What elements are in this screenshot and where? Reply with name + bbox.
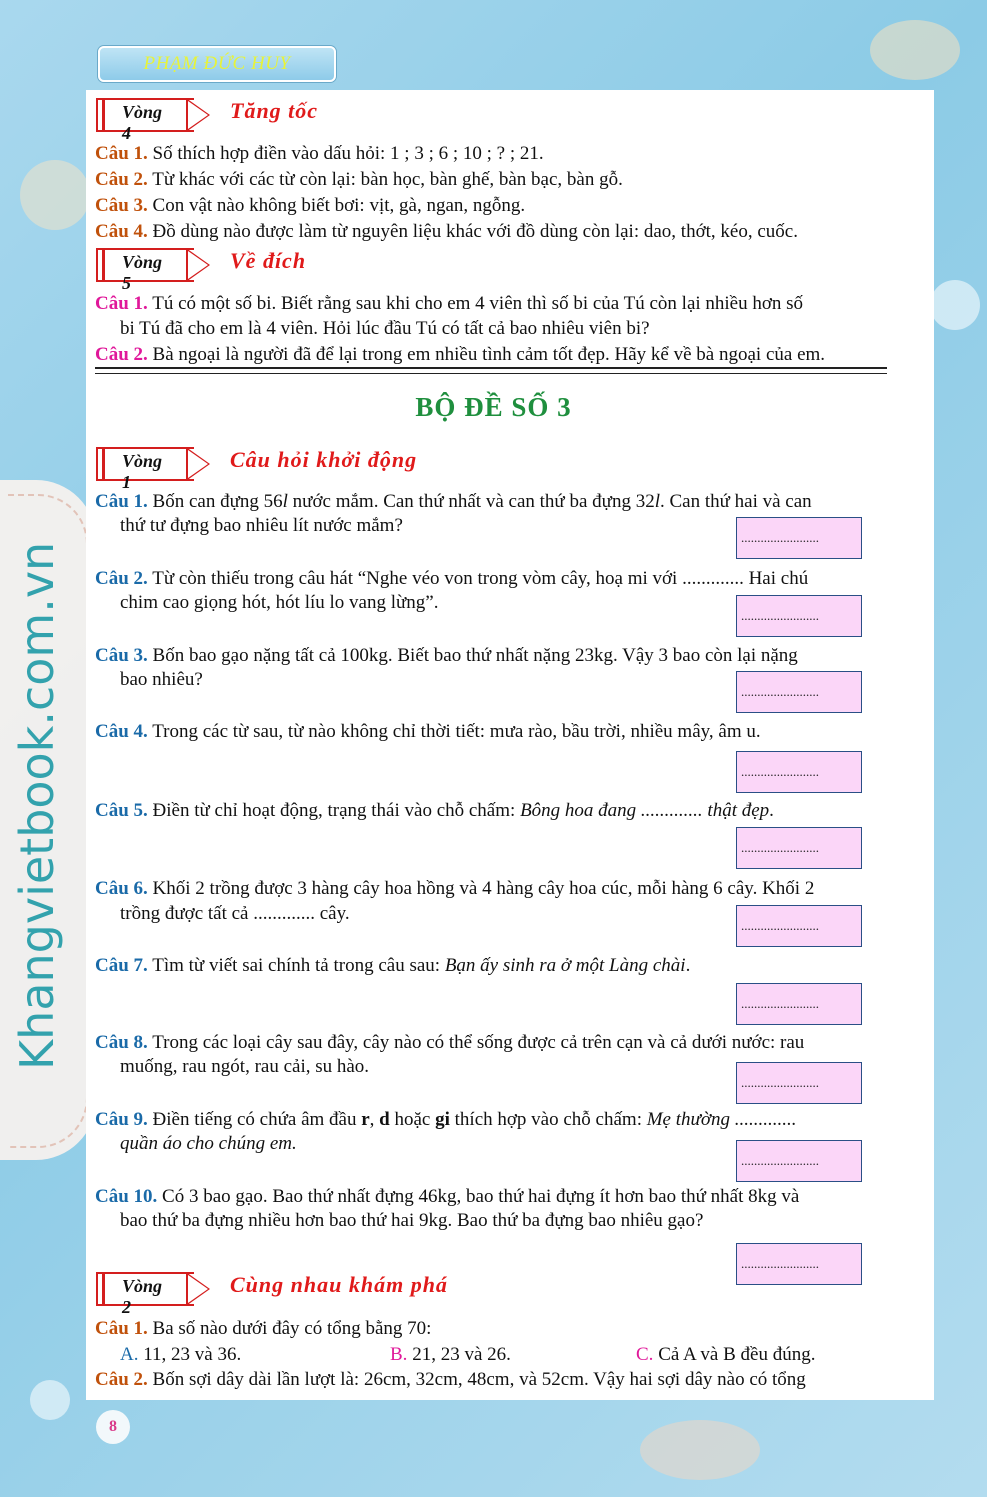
question-line [95,491,812,513]
question-text: . [769,800,774,821]
question-number: Câu 4. [95,221,148,242]
question-line [120,1056,369,1078]
question-text: chim cao giọng hót, hót líu lo vang lừng”. [120,592,439,613]
answer-blank: ........................ [741,1153,819,1168]
question-text: Trong các từ sau, từ nào không chỉ thời tiết: mưa rào, bầu trời, nhiều mây, âm u. [152,721,761,742]
question-line [95,1318,431,1340]
round-label: Vòng 1 [122,451,163,492]
question-text: muống, rau ngót, rau cải, su hào. [120,1056,370,1077]
answer-box[interactable] [736,595,862,637]
question-text: Con vật nào không biết bơi: vịt, gà, ngan, ngỗng. [152,195,526,216]
round-arrow-inner [188,101,208,129]
round-title: Tăng tốc [230,98,319,123]
round-arrow-inner [188,450,208,478]
question-number: Câu 8. [95,1032,148,1053]
question-text: Khối 2 trồng được 3 hàng cây hoa hồng và 4 hàng cây hoa cúc, mỗi hàng 6 cây. Khối 2 [152,878,815,899]
flower-decoration [20,160,90,230]
question-text: Bông hoa đang ............. thật đẹp [520,800,770,821]
answer-box[interactable] [736,827,862,869]
question-number: Câu 2. [95,344,148,365]
question-line [120,903,350,925]
question-number: Câu 2. [95,568,148,589]
question-text: gi [435,1109,450,1130]
round-arrow-inner [188,1275,208,1303]
question-line [95,1186,799,1208]
answer-blank: ........................ [741,996,819,1011]
question-line [95,344,825,366]
answer-box[interactable] [736,905,862,947]
question-number: Câu 2. [95,1369,148,1390]
question-line [95,221,798,243]
question-text: nước mắm. Can thứ nhất và can thứ ba đựng 32 [287,491,655,512]
answer-blank: ........................ [741,1256,819,1271]
round-arrow-inner [188,251,208,279]
answer-box[interactable] [736,671,862,713]
watermark-url: Khangvietbook.com.vn [10,541,64,1070]
author-header: PHẠM ĐỨC HUY [98,46,336,82]
question-number: Câu 1. [95,1318,148,1339]
question-number: Câu 1. [95,293,148,314]
question-number: Câu 1. [95,491,148,512]
question-line [95,878,814,900]
question-text: quần áo cho chúng em. [120,1133,297,1154]
question-text: Đồ dùng nào được làm từ nguyên liệu khác với đồ dùng còn lại: dao, thớt, kéo, cuốc. [152,221,798,242]
option-text: Cả A và B đều đúng. [658,1344,816,1365]
question-text: bao nhiêu? [120,669,203,690]
question-line [120,1133,297,1155]
question-line [95,645,798,667]
question-text: Mẹ thường ............. [646,1109,797,1130]
question-line [95,1032,804,1054]
question-line [120,318,650,340]
question-number: Câu 2. [95,169,148,190]
question-text: Trong các loại cây sau đây, cây nào có thể sống được cả trên cạn và cả dưới nước: rau [152,1032,805,1053]
question-text: , [369,1109,380,1130]
answer-blank: ........................ [741,608,819,623]
answer-option [120,1344,241,1366]
question-line [95,1369,806,1391]
answer-blank: ........................ [741,918,819,933]
question-text: bi Tú đã cho em là 4 viên. Hỏi lúc đầu Tú có tất cả bao nhiêu viên bi? [120,318,650,339]
question-line [120,515,403,537]
question-text: thứ tư đựng bao nhiêu lít nước mắm? [120,515,403,536]
question-text: Có 3 bao gạo. Bao thứ nhất đựng 46kg, bao thứ hai đựng ít hơn bao thứ nhất 8kg và [162,1186,800,1207]
question-line [95,721,761,743]
question-text: Bạn ấy sinh ra ở một Làng chài [444,955,686,976]
question-number: Câu 9. [95,1109,148,1130]
question-text: Bốn sợi dây dài lần lượt là: 26cm, 32cm, 48cm, và 52cm. Vậy hai sợi dây nào có tổng [152,1369,806,1390]
unit-text: l [654,491,660,512]
question-text: Từ còn thiếu trong câu hát “Nghe véo von trong vòm cây, hoạ mi với ............. Hai chú [152,568,809,589]
question-line [120,669,203,691]
leaf-decoration [640,1420,760,1480]
question-line [95,800,774,822]
option-key: C. [636,1344,654,1365]
question-text: Tú có một số bi. Biết rằng sau khi cho em 4 viên thì số bi của Tú còn lại nhiều hơn số [152,293,804,314]
round-label: Vòng 4 [122,102,163,143]
round-title: Về đích [230,248,307,273]
question-text: Tìm từ viết sai chính tả trong câu sau: [152,955,445,976]
question-line [95,169,623,191]
question-number: Câu 3. [95,195,148,216]
answer-box[interactable] [736,1062,862,1104]
question-text: hoặc [389,1109,436,1130]
answer-box[interactable] [736,1243,862,1285]
question-line [95,293,803,315]
question-line [120,1210,703,1232]
question-number: Câu 10. [95,1186,158,1207]
option-text: 11, 23 và 36. [143,1344,242,1365]
question-text: r [361,1109,370,1130]
question-text: thích hợp vào chỗ chấm: [449,1109,647,1130]
flower-decoration [30,1380,70,1420]
round-label: Vòng 2 [122,1276,163,1317]
question-line [95,955,690,977]
answer-option [390,1344,511,1366]
question-number: Câu 5. [95,800,148,821]
leaf-decoration [870,20,960,80]
question-line [95,568,808,590]
question-text: Điền tiếng có chứa âm đầu [152,1109,362,1130]
question-line [95,195,525,217]
round-title: Cùng nhau khám phá [230,1272,448,1297]
answer-blank: ........................ [741,1075,819,1090]
answer-blank: ........................ [741,840,819,855]
answer-option [636,1344,815,1366]
answer-blank: ........................ [741,684,819,699]
answer-box[interactable] [736,751,862,793]
answer-box[interactable] [736,983,862,1025]
answer-box[interactable] [736,1140,862,1182]
option-text: 21, 23 và 26. [412,1344,511,1365]
question-text: Bà ngoại là người đã để lại trong em nhiều tình cảm tốt đẹp. Hãy kể về bà ngoại của em. [152,344,826,365]
question-text: Ba số nào dưới đây có tổng bằng 70: [152,1318,432,1339]
question-line [95,143,544,165]
question-line [120,592,438,614]
question-number: Câu 7. [95,955,148,976]
question-text: Bốn can đựng 56 [152,491,283,512]
question-text: Số thích hợp điền vào dấu hỏi: 1 ; 3 ; 6 ; 10 ; ? ; 21. [152,143,544,164]
question-text: Điền từ chỉ hoạt động, trạng thái vào chỗ chấm: [152,800,521,821]
question-text: Từ khác với các từ còn lại: bàn học, bàn ghế, bàn bạc, bàn gỗ. [152,169,623,190]
question-text: Bốn bao gạo nặng tất cả 100kg. Biết bao thứ nhất nặng 23kg. Vậy 3 bao còn lại nặng [152,645,798,666]
section-title: BỘ ĐỀ SỐ 3 [415,392,572,422]
question-text: . Can thứ hai và can [659,491,812,512]
question-text: trồng được tất cả ............. cây. [120,903,350,924]
question-text: d [379,1109,390,1130]
answer-blank: ........................ [741,530,819,545]
question-line [95,1109,797,1131]
flower-decoration [930,280,980,330]
page-number: 8 [96,1410,130,1444]
section-divider [95,367,887,374]
unit-text: l [282,491,288,512]
answer-blank: ........................ [741,764,819,779]
question-text: . [685,955,691,976]
option-key: A. [120,1344,139,1365]
question-text: bao thứ ba đựng nhiều hơn bao thứ hai 9kg. Bao thứ ba đựng bao nhiêu gạo? [120,1210,704,1231]
round-title: Câu hỏi khởi động [230,447,418,472]
option-key: B. [390,1344,408,1365]
question-number: Câu 4. [95,721,148,742]
question-number: Câu 6. [95,878,148,899]
question-number: Câu 1. [95,143,148,164]
round-label: Vòng 5 [122,252,163,293]
answer-box[interactable] [736,517,862,559]
question-number: Câu 3. [95,645,148,666]
